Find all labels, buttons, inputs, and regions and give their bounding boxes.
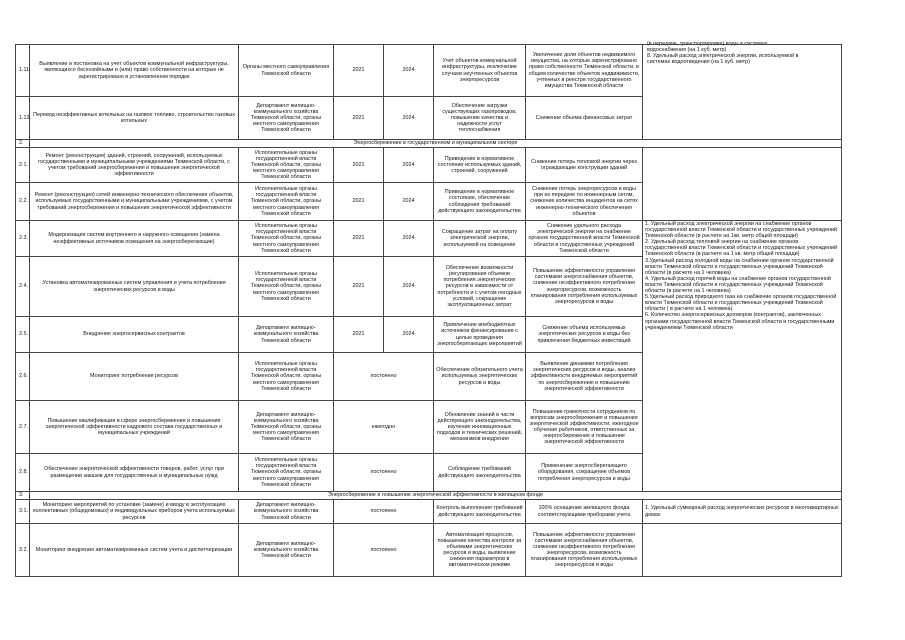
year-end: 2024 xyxy=(384,183,434,221)
measure-name: Обеспечение энергетической эффективности товаров, работ, услуг при размещении заказов для государственных и муниципальных нужд xyxy=(30,454,239,492)
effect: Повышение эффективности управления системами энергоснабжения объектов, снижение неэффективного потребления энергоресурсов, возможность планирования потребления используемых энергоресурсов и воды xyxy=(526,257,643,317)
year-start: 2021 xyxy=(334,221,384,257)
executor: Исполнительные органы государственной власти Тюменской области, органы местного самоуправления Тюменской области xyxy=(239,183,334,221)
period: ежегодно xyxy=(334,401,434,454)
row-number: 2.3. xyxy=(16,221,30,257)
row-number: 2.1. xyxy=(16,148,30,183)
indicators-list: 1. Удельный расход электрической энергии на снабжение органов государственной власти Тюменской области и государственных учреждений Тюменской области (в расчете на 1кв. метр общей площади) 2. Удельный расход тепловой энергии на снабжение органов государственной власти Тюменской области и государственных учреждений Тюменской области (в расчете на 1 кв. метр общей площади) 3.Удельный расход холодной воды на снабжение органов государственной власти Тюменской области и государственных учреждений Тюменской области (в расчете на 1 человека) 4. Удельный расход горячей воды на снабжение органов государственной власти Тюменской области и государственных учреждений Тюменской области (в расчете на 1 человека) 5.Удельный расход природного газа на снабжение органов государственной власти Тюменской области и государственных учреждений Тюменской области ( в расчете на 1 человека) 6. Количество энергосервисных договоров (контрактов), заключенных органами государственной власти Тюменской области и государственными учреждениями Тюменской области xyxy=(645,221,838,331)
effect: 100% оснащение жилищного фонда соответствующими приборами учета xyxy=(526,500,643,524)
row-number: 2.5. xyxy=(16,317,30,353)
row-number: 2.2. xyxy=(16,183,30,221)
row-number: 1.11. xyxy=(16,45,30,97)
effect: Применение энергосберегающего оборудования, сокращение объемов потребления энергоресурсов и воды xyxy=(526,454,643,492)
indicators-section-2 xyxy=(643,221,842,492)
effect: Снижение удельного расхода электрической энергии на снабжение органов государственной власти Тюменской области и государственных учреждений Тюменской области xyxy=(526,221,643,257)
expected-result: Привлечение внебюджетных источников финансирования с целью проведения энергосберегающих мероприятий xyxy=(434,317,526,353)
section-number: 2. xyxy=(16,140,30,148)
effect: Повышение эффективности управления системами энергоснабжения объектов, снижение неэффективного потребления энергоресурсов, возможность планирования потребления используемых энергоресурсов и воды xyxy=(526,524,643,577)
executor: Департамент жилищно-коммунального хозяйства Тюменской области xyxy=(239,500,334,524)
measure-name: Внедрение энергосервисных контрактов xyxy=(30,317,239,353)
measures-table-sheet xyxy=(15,44,841,577)
expected-result: Сокращение затрат на оплату электрической энергии, используемой на освещение xyxy=(434,221,526,257)
section-title: Энергосбережение и повышение энергетической эффективности в жилищном фонде xyxy=(30,492,842,500)
period: постоянно xyxy=(334,454,434,492)
measure-name: Мониторинг мероприятий по установке (замене) и вводу в эксплуатацию коллективных (общедомовых) и индивидуальных приборов учета используемых ресурсов xyxy=(30,500,239,524)
period: постоянно xyxy=(334,524,434,577)
indicator: 1. Удельный суммарный расход энергетических ресурсов в многоквартирных домах xyxy=(643,500,842,524)
table-row xyxy=(16,45,842,97)
executor: Исполнительные органы государственной власти Тюменской области, органы местного самоуправления Тюменской области xyxy=(239,353,334,401)
row-number: 3.2. xyxy=(16,524,30,577)
effect: Повышение грамотности сотрудников по вопросам энергосбережения и повышения энергетической эффективности, ежегодное обучение работников, ответственных за энергосбережение и повышение энергетической эффективности xyxy=(526,401,643,454)
measure-name: Ремонт (реконструкция) зданий, строений, сооружений, используемых государственными и муниципальными учреждениями Тюменской области, с учетом требований энергосбережения и повышения энергетической эффективности xyxy=(30,148,239,183)
indicators-cell xyxy=(643,524,842,577)
expected-result: Обеспечение возможности регулирования объемов потребления энергетических ресурсов в зависимости от потребности и с учетом погодных условий, сокращение эксплуатационных затрат xyxy=(434,257,526,317)
table-row xyxy=(16,221,842,257)
measure-name: Мониторинг потребления ресурсов xyxy=(30,353,239,401)
row-number: 2.7. xyxy=(16,401,30,454)
year-end: 2024 xyxy=(384,317,434,353)
measures-table xyxy=(15,44,842,577)
expected-result: Обеспечение обязательного учета используемых энергетических ресурсов и воды xyxy=(434,353,526,401)
executor: Исполнительные органы государственной власти Тюменской области, органы местного самоуправления Тюменской области xyxy=(239,454,334,492)
expected-result: Приведение в нормативное состояние, обеспечение соблюдения требований действующего законодательства xyxy=(434,183,526,221)
year-start: 2021 xyxy=(334,317,384,353)
measure-name: Перевод неэффективных котельных на газовое топливо, строительство газовых котельных xyxy=(30,97,239,140)
table-row xyxy=(16,500,842,524)
year-start: 2021 xyxy=(334,257,384,317)
executor: Исполнительные органы государственной власти Тюменской области, органы местного самоуправления Тюменской области xyxy=(239,257,334,317)
executor: Департамент жилищно-коммунального хозяйства Тюменской области, органы местного самоуправления Тюменской области xyxy=(239,97,334,140)
year-end: 2024 xyxy=(384,45,434,97)
effect: Снижение потерь тепловой энергии через ограждающие конструкции зданий xyxy=(526,148,643,183)
expected-result: Учет объектов коммунальной инфраструктуры, исключение случаев неучтенных объектов энергоресурсов xyxy=(434,45,526,97)
effect: Снижение потерь энергоресурсов и воды при их передаче по инженерным сетям, снижение количества инцидентов на сетях инженерно-технического обеспечения объектов xyxy=(526,183,643,221)
section-header xyxy=(16,492,842,500)
expected-result: Обеспечение загрузки существующих газопроводов, повышение качества и надежности услуг теплоснабжения xyxy=(434,97,526,140)
executor: Органы местного самоуправления Тюменской области xyxy=(239,45,334,97)
indicators-cell xyxy=(643,45,842,140)
section-header xyxy=(16,140,842,148)
indicators-continued-text: (в передаче, транспортировке) воды в системах водоснабжения (на 1 куб. метр) 8. Удельный расход электрической энергии, используемой в системах водоотведения (на 1 куб. метр) xyxy=(647,41,799,66)
row-number: 2.6. xyxy=(16,353,30,401)
year-start: 2021 xyxy=(334,97,384,140)
effect: Увеличение доли объектов недвижимого имущества, на которые зарегистрировано право собственности Тюменской области, в общем количестве объектов недвижимости, учтенных в реестре государственного имущества Тюменской области xyxy=(526,45,643,97)
executor: Департамент жилищно-коммунального хозяйства Тюменской области, органы местного самоуправления Тюменской области xyxy=(239,401,334,454)
year-end: 2024 xyxy=(384,148,434,183)
measure-name: Повышение квалификации в сфере энергосбережения и повышения энергетической эффективности кадрового состава государственных и муниципальных учреждений xyxy=(30,401,239,454)
row-number: 2.4. xyxy=(16,257,30,317)
effect: Снижение объема используемых энергетических ресурсов и воды без привлечения бюджетных инвестиций xyxy=(526,317,643,353)
measure-name: Модернизация систем внутреннего и наружного освещения (замена неэффективных источников освещения на энергосберегающие) xyxy=(30,221,239,257)
table-row xyxy=(16,524,842,577)
executor: Департамент жилищно-коммунального хозяйства Тюменской области xyxy=(239,317,334,353)
row-number: 3.1. xyxy=(16,500,30,524)
row-number: 1.12. xyxy=(16,97,30,140)
expected-result: Обновление знаний в части действующего законодательства, изучение инновационных подходов и технических решений, механизмов внедрения xyxy=(434,401,526,454)
table-row xyxy=(16,148,842,183)
year-start: 2021 xyxy=(334,183,384,221)
year-end: 2024 xyxy=(384,97,434,140)
expected-result: Приведение в нормативное состояние используемых зданий, строений, сооружений xyxy=(434,148,526,183)
indicators-cell xyxy=(643,148,842,221)
measure-name: Установка автоматизированных систем управления и учета потребления энергетических ресурсов и воды xyxy=(30,257,239,317)
executor: Исполнительные органы государственной власти Тюменской области, органы местного самоуправления Тюменской области xyxy=(239,148,334,183)
expected-result: Автоматизация процессов, повышение качества контроля за объемами энергетических ресурсов и воды, выявление снижения параметров в автоматическом режиме xyxy=(434,524,526,577)
executor: Департамент жилищно-коммунального хозяйства Тюменской области xyxy=(239,524,334,577)
effect: Выявление динамики потребления энергетических ресурсов и воды, анализ эффективности внедряемых мероприятий по энергосбережению и повышению энергетической эффективности xyxy=(526,353,643,401)
year-end: 2024 xyxy=(384,257,434,317)
effect: Снижение объема финансовых затрат xyxy=(526,97,643,140)
measure-name: Ремонт (реконструкция) сетей инженерно-технического обеспечения объектов, используемых государственными и муниципальными учреждениями, с учетом требований энергосбережения и повышения энергетической эффективности xyxy=(30,183,239,221)
year-start: 2021 xyxy=(334,45,384,97)
measure-name: Выявление и постановка на учет объектов коммунальной инфраструктуры, являющихся бесхозяйными и (или) право собственности на которые не зарегистрировано в установленном порядке xyxy=(30,45,239,97)
section-number: 3. xyxy=(16,492,30,500)
executor: Исполнительные органы государственной власти Тюменской области, органы местного самоуправления Тюменской области xyxy=(239,221,334,257)
period: постоянно xyxy=(334,353,434,401)
expected-result: Контроль выполнения требований действующего законодательства xyxy=(434,500,526,524)
measure-name: Мониторинг внедрения автоматизированных систем учета и диспетчеризации xyxy=(30,524,239,577)
year-end: 2024 xyxy=(384,221,434,257)
period: постоянно xyxy=(334,500,434,524)
section-title: Энергосбережение в государственном и муниципальном секторе xyxy=(30,140,842,148)
row-number: 2.8. xyxy=(16,454,30,492)
expected-result: Соблюдение требований действующего законодательства xyxy=(434,454,526,492)
year-start: 2021 xyxy=(334,148,384,183)
